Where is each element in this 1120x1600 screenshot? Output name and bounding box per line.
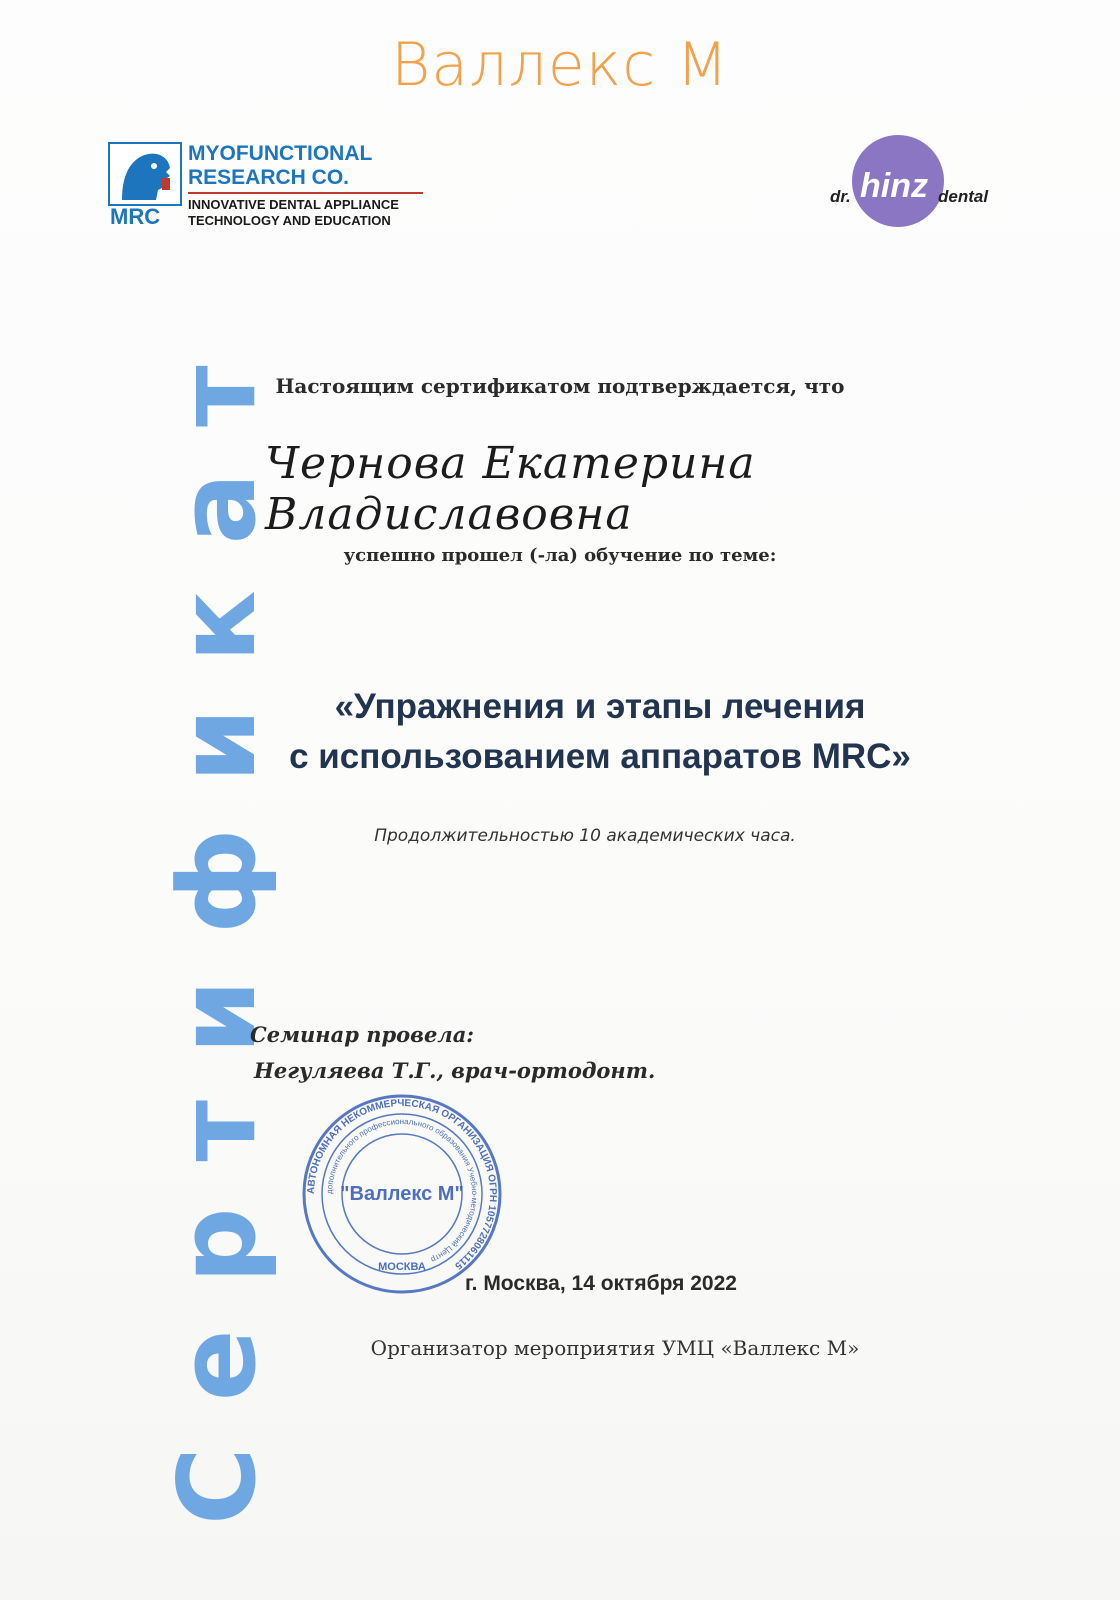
organizer-text: Организатор мероприятия УМЦ «Валлекс М» [370, 1336, 860, 1360]
place-date: г. Москва, 14 октября 2022 [465, 1272, 737, 1295]
recipient-name [265, 438, 1045, 540]
confirm-text: Настоящим сертификатом подтверждается, что [275, 374, 845, 398]
seminar-label: Семинар провела: [250, 1022, 475, 1047]
brand-title: Валлекс М [390, 30, 730, 100]
mrc-tag-line1: INNOVATIVE DENTAL APPLIANCE [188, 197, 399, 212]
mrc-tag-line2: TECHNOLOGY AND EDUCATION [188, 213, 391, 228]
stamp-inner-text: дополнительного профессионального образования Учебно-методический Центр [324, 1116, 480, 1265]
mrc-name-line1: MYOFUNCTIONAL [188, 142, 373, 165]
course-topic [0, 682, 1120, 782]
mrc-name-line2: RESEARCH CO. [188, 166, 350, 189]
mrc-tagline [188, 197, 399, 229]
mrc-face-icon [108, 142, 182, 228]
mrc-name [188, 142, 372, 190]
hinz-word: hinz [860, 167, 928, 205]
stamp-city-text: МОСКВА [378, 1261, 426, 1273]
recipient-name-text: Чернова Екатерина Владиславовна [265, 438, 756, 540]
hinz-prefix: dr. [830, 187, 851, 206]
course-topic-line2: с использованием аппаратов MRC» [289, 737, 911, 776]
seminar-person: Негуляева Т.Г., врач-ортодонт. [254, 1058, 656, 1083]
course-topic-line1: «Упражнения и этапы лечения [334, 687, 866, 726]
mrc-logo [108, 142, 428, 234]
mrc-abbr: MRC [110, 204, 161, 228]
mrc-divider [188, 192, 423, 194]
passed-text: успешно прошел (-ла) обучение по теме: [343, 545, 777, 566]
stamp-outer-text: АВТОНОМНАЯ НЕКОММЕРЧЕСКАЯ ОРГАНИЗАЦИЯ ОГРН 1057728061115 [305, 1097, 499, 1272]
hinz-suffix: dental [938, 187, 989, 206]
organization-stamp [295, 1094, 510, 1294]
stamp-center-text: "Валлекс М" [340, 1183, 464, 1205]
vertical-title: Сертификат [156, 319, 279, 1525]
hinz-dental-logo [830, 135, 1020, 215]
stamp-seal-icon [295, 1094, 510, 1294]
course-duration: Продолжительностью 10 академических часа. [374, 826, 796, 846]
